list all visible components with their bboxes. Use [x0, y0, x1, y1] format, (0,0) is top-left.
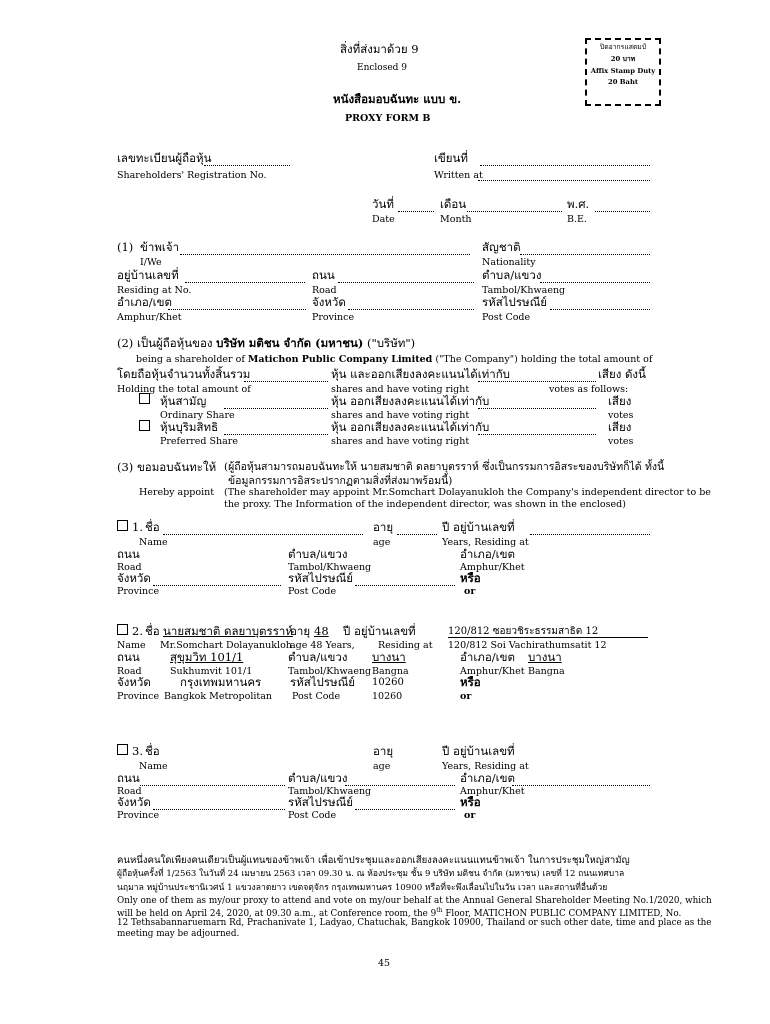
postcode-label-en: Post Code [482, 312, 531, 323]
preferred-voting-label-th: หุ้น ออกเสียงลงคะแนนได้เท่ากับ [331, 420, 490, 434]
proxy1-postcode-field[interactable] [355, 585, 455, 586]
proxy1-tambol-label-en: Tambol/Khwaeng [288, 562, 372, 573]
proxy3-amphur-label-th: อำเภอ/เขต [460, 771, 515, 785]
s1-iwe-en: I/We [140, 257, 162, 268]
proxy1-or-th: หรือ [460, 571, 481, 585]
closing-en-4: meeting may be adjourned. [117, 929, 240, 939]
proxy3-age-label-en: age [373, 761, 391, 772]
enclosed-en: Enclosed 9 [357, 63, 407, 73]
proxy2-road-th: สุขุมวิท 101/1 [170, 650, 244, 664]
votes-as-follows-th: เสียง ดังนี้ [598, 367, 646, 381]
proxy1-province-field[interactable] [153, 585, 281, 586]
proxy1-province-label-en: Province [117, 586, 160, 597]
proxy3-road-label-th: ถนน [117, 771, 140, 785]
province-label-en: Province [312, 312, 355, 323]
closing-th-2: ผู้ถือหุ้นครั้งที่ 1/2563 ในวันที่ 24 เมษายน 2563 เวลา 09.30 น. ณ ห้องประชุม ชั้น 9 บริษัท มติชน จำกัด (มหาชน) เลขที่ 12 ถนนเทศบาล [117, 869, 625, 879]
proxy3-amphur-field[interactable] [512, 785, 650, 786]
province-label-th: จังหวัด [312, 295, 346, 309]
proxy1-age-field[interactable] [397, 534, 437, 535]
proxy2-address-en: 120/812 Soi Vachirathumsatit 12 [448, 640, 607, 651]
date-label-en: Date [372, 214, 395, 225]
title-th: หนังสือมอบฉันทะ แบบ ข. [333, 92, 462, 106]
ordinary-share-checkbox[interactable] [139, 393, 150, 404]
proxy1-road-label-en: Road [117, 562, 142, 573]
reg-label-en: Shareholders' Registration No. [117, 170, 267, 181]
proxy1-or-en: or [464, 586, 476, 597]
s2-line-th-c: ("บริษัท") [363, 336, 416, 350]
proxy3-age-label-th: อายุ [373, 744, 394, 758]
proxy2-postcode-label-th: รหัสไปรษณีย์ [290, 675, 356, 689]
written-label-en: Written at [434, 170, 483, 181]
tambol-label-en: Tambol/Khwaeng [482, 285, 566, 296]
stamp-line3: Affix Stamp Duty [590, 66, 656, 75]
proxy1-province-label-th: จังหวัด [117, 571, 151, 585]
proxy3-checkbox[interactable] [117, 744, 128, 755]
proxy2-or-th: หรือ [460, 675, 481, 689]
preferred-voting-label-en: shares and have voting right [331, 436, 470, 447]
proxy2-name-en: Mr.Somchart Dolayanukloh [160, 640, 292, 651]
ordinary-votes-unit-th: เสียง [608, 394, 632, 408]
total-shares-label-th: โดยถือหุ้นจำนวนทั้งสิ้นรวม [117, 367, 251, 381]
proxy2-tambol-label-th: ตำบล/แขวง [288, 650, 348, 664]
proxy2-residing-en: Residing at [378, 640, 433, 651]
proxy2-province-en: Bangkok Metropolitan [164, 691, 273, 702]
enclosed-th: สิ่งที่ส่งมาด้วย 9 [340, 42, 419, 56]
preferred-share-label-th: หุ้นบุริมสิทธิ [160, 420, 219, 434]
nationality-field[interactable] [520, 254, 650, 255]
s2-line-en-a: being a shareholder of [136, 354, 248, 365]
proxy3-amphur-label-en: Amphur/Khet [460, 786, 525, 797]
proxy3-province-label-th: จังหวัด [117, 795, 151, 809]
preferred-share-checkbox[interactable] [139, 420, 150, 431]
proxy3-or-en: or [464, 810, 476, 821]
votes-as-follows-en: votes as follows: [549, 384, 629, 395]
amphur-label-th: อำเภอ/เขต [117, 295, 172, 309]
proxy2-number: 2. [132, 624, 143, 638]
company-name-en: Matichon Public Company Limited [247, 354, 433, 365]
proxy3-years-label-en: Years, Residing at [442, 761, 529, 772]
proxy2-province-label-en: Province [117, 691, 160, 702]
ordinary-voting-label-en: shares and have voting right [331, 410, 470, 421]
proxy2-amphur-label-en: Amphur/Khet [460, 666, 525, 677]
proxy2-or-en: or [460, 691, 472, 702]
reg-label-th: เลขทะเบียนผู้ถือหุ้น [117, 151, 212, 165]
proxy1-number: 1. [132, 520, 143, 534]
stamp-box [585, 38, 661, 106]
ordinary-votes-field[interactable] [478, 408, 596, 409]
proxy2-amphur-en: Bangna [528, 666, 565, 677]
tambol-field[interactable] [540, 282, 650, 283]
proxy3-road-label-en: Road [117, 786, 142, 797]
proxy2-name-label-en: Name [117, 640, 146, 651]
closing-th-3: นฤมาล หมู่บ้านประชานิเวศน์ 1 แขวงลาดยาว เขตจตุจักร กรุงเทพมหานคร 10900 หรือที่จะพึงเลื่อนไปในวัน เวลา และสถานที่อื่นด้วย [117, 883, 608, 893]
s3-label-en: Hereby appoint [139, 487, 215, 498]
proxy3-province-field[interactable] [153, 809, 285, 810]
s2-line-en-c: ("The Company") holding the total amount of [432, 354, 653, 365]
closing-en-2-sup: th [436, 907, 443, 914]
proxy2-amphur-th: บางนา [528, 650, 562, 664]
ordinary-share-label-en: Ordinary Share [160, 410, 235, 421]
residing-label-en: Residing at No. [117, 285, 192, 296]
reg-number-field[interactable] [204, 165, 290, 166]
closing-en-1: Only one of them as my/our proxy to attend and vote on my/our behalf at the Annual General Shareholder Meeting No.1/2020, which [117, 896, 712, 906]
proxy1-amphur-label-th: อำเภอ/เขต [460, 547, 515, 561]
title-en: PROXY FORM B [345, 113, 431, 124]
proxy2-amphur-label-th: อำเภอ/เขต [460, 650, 515, 664]
proxy2-road-label-en: Road [117, 666, 142, 677]
proxy3-postcode-label-th: รหัสไปรษณีย์ [288, 795, 354, 809]
province-field[interactable] [348, 309, 474, 310]
nationality-label-en: Nationality [482, 257, 536, 268]
proxy3-province-label-en: Province [117, 810, 160, 821]
month-field[interactable] [467, 211, 562, 212]
proxy2-checkbox[interactable] [117, 624, 128, 635]
proxy3-name-label-en: Name [139, 761, 168, 772]
proxy3-postcode-field[interactable] [355, 809, 455, 810]
proxy1-years-label-en: Years, Residing at [442, 537, 529, 548]
total-shares-label-en: Holding the total amount of [117, 384, 251, 395]
year-field[interactable] [595, 211, 650, 212]
proxy1-name-field[interactable] [163, 534, 363, 535]
proxy2-address-line [448, 637, 648, 638]
proxy2-postcode-th: 10260 [372, 677, 404, 688]
proxy1-name-label-th: ชื่อ [145, 520, 160, 534]
amphur-field[interactable] [168, 309, 306, 310]
proxy2-road-en: Sukhumvit 101/1 [170, 666, 253, 677]
ordinary-voting-label-th: หุ้น ออกเสียงลงคะแนนได้เท่ากับ [331, 394, 490, 408]
proxy1-tambol-label-th: ตำบล/แขวง [288, 547, 348, 561]
date-field[interactable] [398, 211, 434, 212]
proxy3-postcode-label-en: Post Code [288, 810, 337, 821]
amphur-label-en: Amphur/Khet [117, 312, 182, 323]
preferred-votes-unit-en: votes [608, 436, 634, 447]
closing-en-2b: Floor, MATICHON PUBLIC COMPANY LIMITED, No. [442, 908, 682, 919]
proxy2-age-label-th: อายุ [290, 624, 311, 638]
total-shares-field[interactable] [244, 381, 328, 382]
closing-en-2a: will be held on April 24, 2020, at 09.30 a.m., at Conference room, the 9 [117, 908, 437, 919]
shares-voting-label-en: shares and have voting right [331, 384, 470, 395]
s1-number: (1) [117, 240, 134, 254]
proxy3-tambol-label-th: ตำบล/แขวง [288, 771, 348, 785]
nationality-label-th: สัญชาติ [482, 240, 521, 254]
proxy1-name-label-en: Name [139, 537, 168, 548]
s3-note-th-2: ข้อมูลกรรมการอิสระปรากฏตามสิ่งที่ส่งมาพร้อมนี้) [228, 475, 453, 487]
residing-label-th: อยู่บ้านเลขที่ [117, 268, 179, 282]
house-no-field[interactable] [185, 282, 305, 283]
stamp-line4: 20 Baht [607, 78, 639, 87]
proxy2-name-th: นายสมชาติ ดลยาบุตรราห์ [163, 624, 293, 638]
s3-note-th-1: (ผู้ถือหุ้นสามารถมอบฉันทะให้ นายสมชาติ ดลยาบุตรราห์ ซึ่งเป็นกรรมการอิสระของบริษัทก็ได้ ทั้งนี้ [224, 461, 665, 473]
proxy1-postcode-label-en: Post Code [288, 586, 337, 597]
s3-note-en-2: the proxy. The Information of the independent director, was shown in the enclosed) [224, 499, 626, 510]
proxy3-road-field[interactable] [140, 785, 285, 786]
stamp-line2: 20 บาท [610, 54, 636, 63]
proxy1-amphur-label-en: Amphur/Khet [460, 562, 525, 573]
month-label-en: Month [440, 214, 472, 225]
postcode-field[interactable] [550, 309, 650, 310]
closing-th-1: คนหนึ่งคนใดเพียงคนเดียวเป็นผู้แทนของข้าพเจ้า เพื่อเข้าประชุมและออกเสียงลงคะแนนแทนข้าพเจ้า ในการประชุมใหญ่สามัญ [117, 855, 630, 866]
road-label-th: ถนน [312, 268, 335, 282]
proxy2-province-label-th: จังหวัด [117, 675, 151, 689]
proxy3-years-label-th: ปี อยู่บ้านเลขที่ [442, 744, 515, 758]
proxy3-tambol-label-en: Tambol/Khwaeng [288, 786, 372, 797]
proxy1-age-label-th: อายุ [373, 520, 394, 534]
proxy3-name-label-th: ชื่อ [145, 744, 160, 758]
preferred-votes-field[interactable] [478, 434, 596, 435]
be-label-en: B.E. [567, 214, 587, 225]
proxy2-postcode-en: 10260 [372, 691, 403, 702]
s2-line-th-a: (2) เป็นผู้ถือหุ้นของ [117, 336, 217, 350]
be-label-th: พ.ศ. [567, 197, 590, 211]
proxy2-name-label-th: ชื่อ [145, 624, 160, 638]
company-name-th: บริษัท มติชน จำกัด (มหาชน) [216, 336, 364, 350]
preferred-share-label-en: Preferred Share [160, 436, 238, 447]
postcode-label-th: รหัสไปรษณีย์ [482, 295, 548, 309]
s2-line-en [136, 355, 652, 365]
proxy2-road-label-th: ถนน [117, 650, 140, 664]
month-label-th: เดือน [440, 197, 467, 211]
proxy2-province-th: กรุงเทพมหานคร [180, 675, 262, 689]
proxy1-years-label-th: ปี อยู่บ้านเลขที่ [442, 520, 515, 534]
preferred-votes-unit-th: เสียง [608, 420, 632, 434]
proxy2-tambol-en: Bangna [372, 666, 409, 677]
proxy1-address-field[interactable] [530, 534, 650, 535]
proxy2-age-en: age 48 Years, [290, 640, 355, 651]
proxy2-age-th: 48 [314, 624, 329, 638]
written-label-th: เขียนที่ [434, 151, 468, 165]
road-field[interactable] [338, 282, 474, 283]
written-at-field-2[interactable] [478, 180, 650, 181]
stamp-line1: ปิดอากรแสตมป์ [599, 43, 647, 51]
s3-label-th: (3) ขอมอบฉันทะให้ [117, 460, 217, 474]
proxy2-postcode-label-en: Post Code [292, 691, 341, 702]
proxy1-checkbox[interactable] [117, 520, 128, 531]
tambol-label-th: ตำบล/แขวง [482, 268, 542, 282]
s2-line-th [117, 338, 415, 350]
page-number: 45 [378, 958, 391, 969]
s1-iwe-th: ข้าพเจ้า [140, 240, 180, 254]
ordinary-votes-unit-en: votes [608, 410, 634, 421]
proxy3-or-th: หรือ [460, 795, 481, 809]
date-label-th: วันที่ [372, 197, 394, 211]
road-label-en: Road [312, 285, 337, 296]
shares-voting-label-th: หุ้น และออกเสียงลงคะแนนได้เท่ากับ [331, 367, 510, 381]
name-field[interactable] [180, 254, 470, 255]
written-at-field[interactable] [480, 165, 650, 166]
proxy1-age-label-en: age [373, 537, 391, 548]
proxy2-years-label-th: ปี อยู่บ้านเลขที่ [343, 624, 416, 638]
proxy3-number: 3. [132, 744, 143, 758]
proxy2-tambol-label-en: Tambol/Khwaeng [288, 666, 372, 677]
proxy2-address-th: 120/812 ซอยวชิระธรรมสาธิต 12 [448, 626, 599, 637]
ordinary-share-label-th: หุ้นสามัญ [160, 394, 207, 408]
proxy2-tambol-th: บางนา [372, 650, 406, 664]
closing-en-3: 12 Tethsabannaruemarn Rd, Prachanivate 1, Ladyao, Chatuchak, Bangkok 10900, Thailand or such other date, time and place as the [117, 918, 712, 928]
s3-note-en-1: (The shareholder may appoint Mr.Somchart Dolayanukloh the Company's independent director to be [224, 487, 711, 498]
proxy1-road-label-th: ถนน [117, 547, 140, 561]
proxy1-postcode-label-th: รหัสไปรษณีย์ [288, 571, 354, 585]
total-votes-field[interactable] [478, 381, 596, 382]
preferred-share-field[interactable] [224, 434, 328, 435]
ordinary-share-field[interactable] [224, 408, 328, 409]
